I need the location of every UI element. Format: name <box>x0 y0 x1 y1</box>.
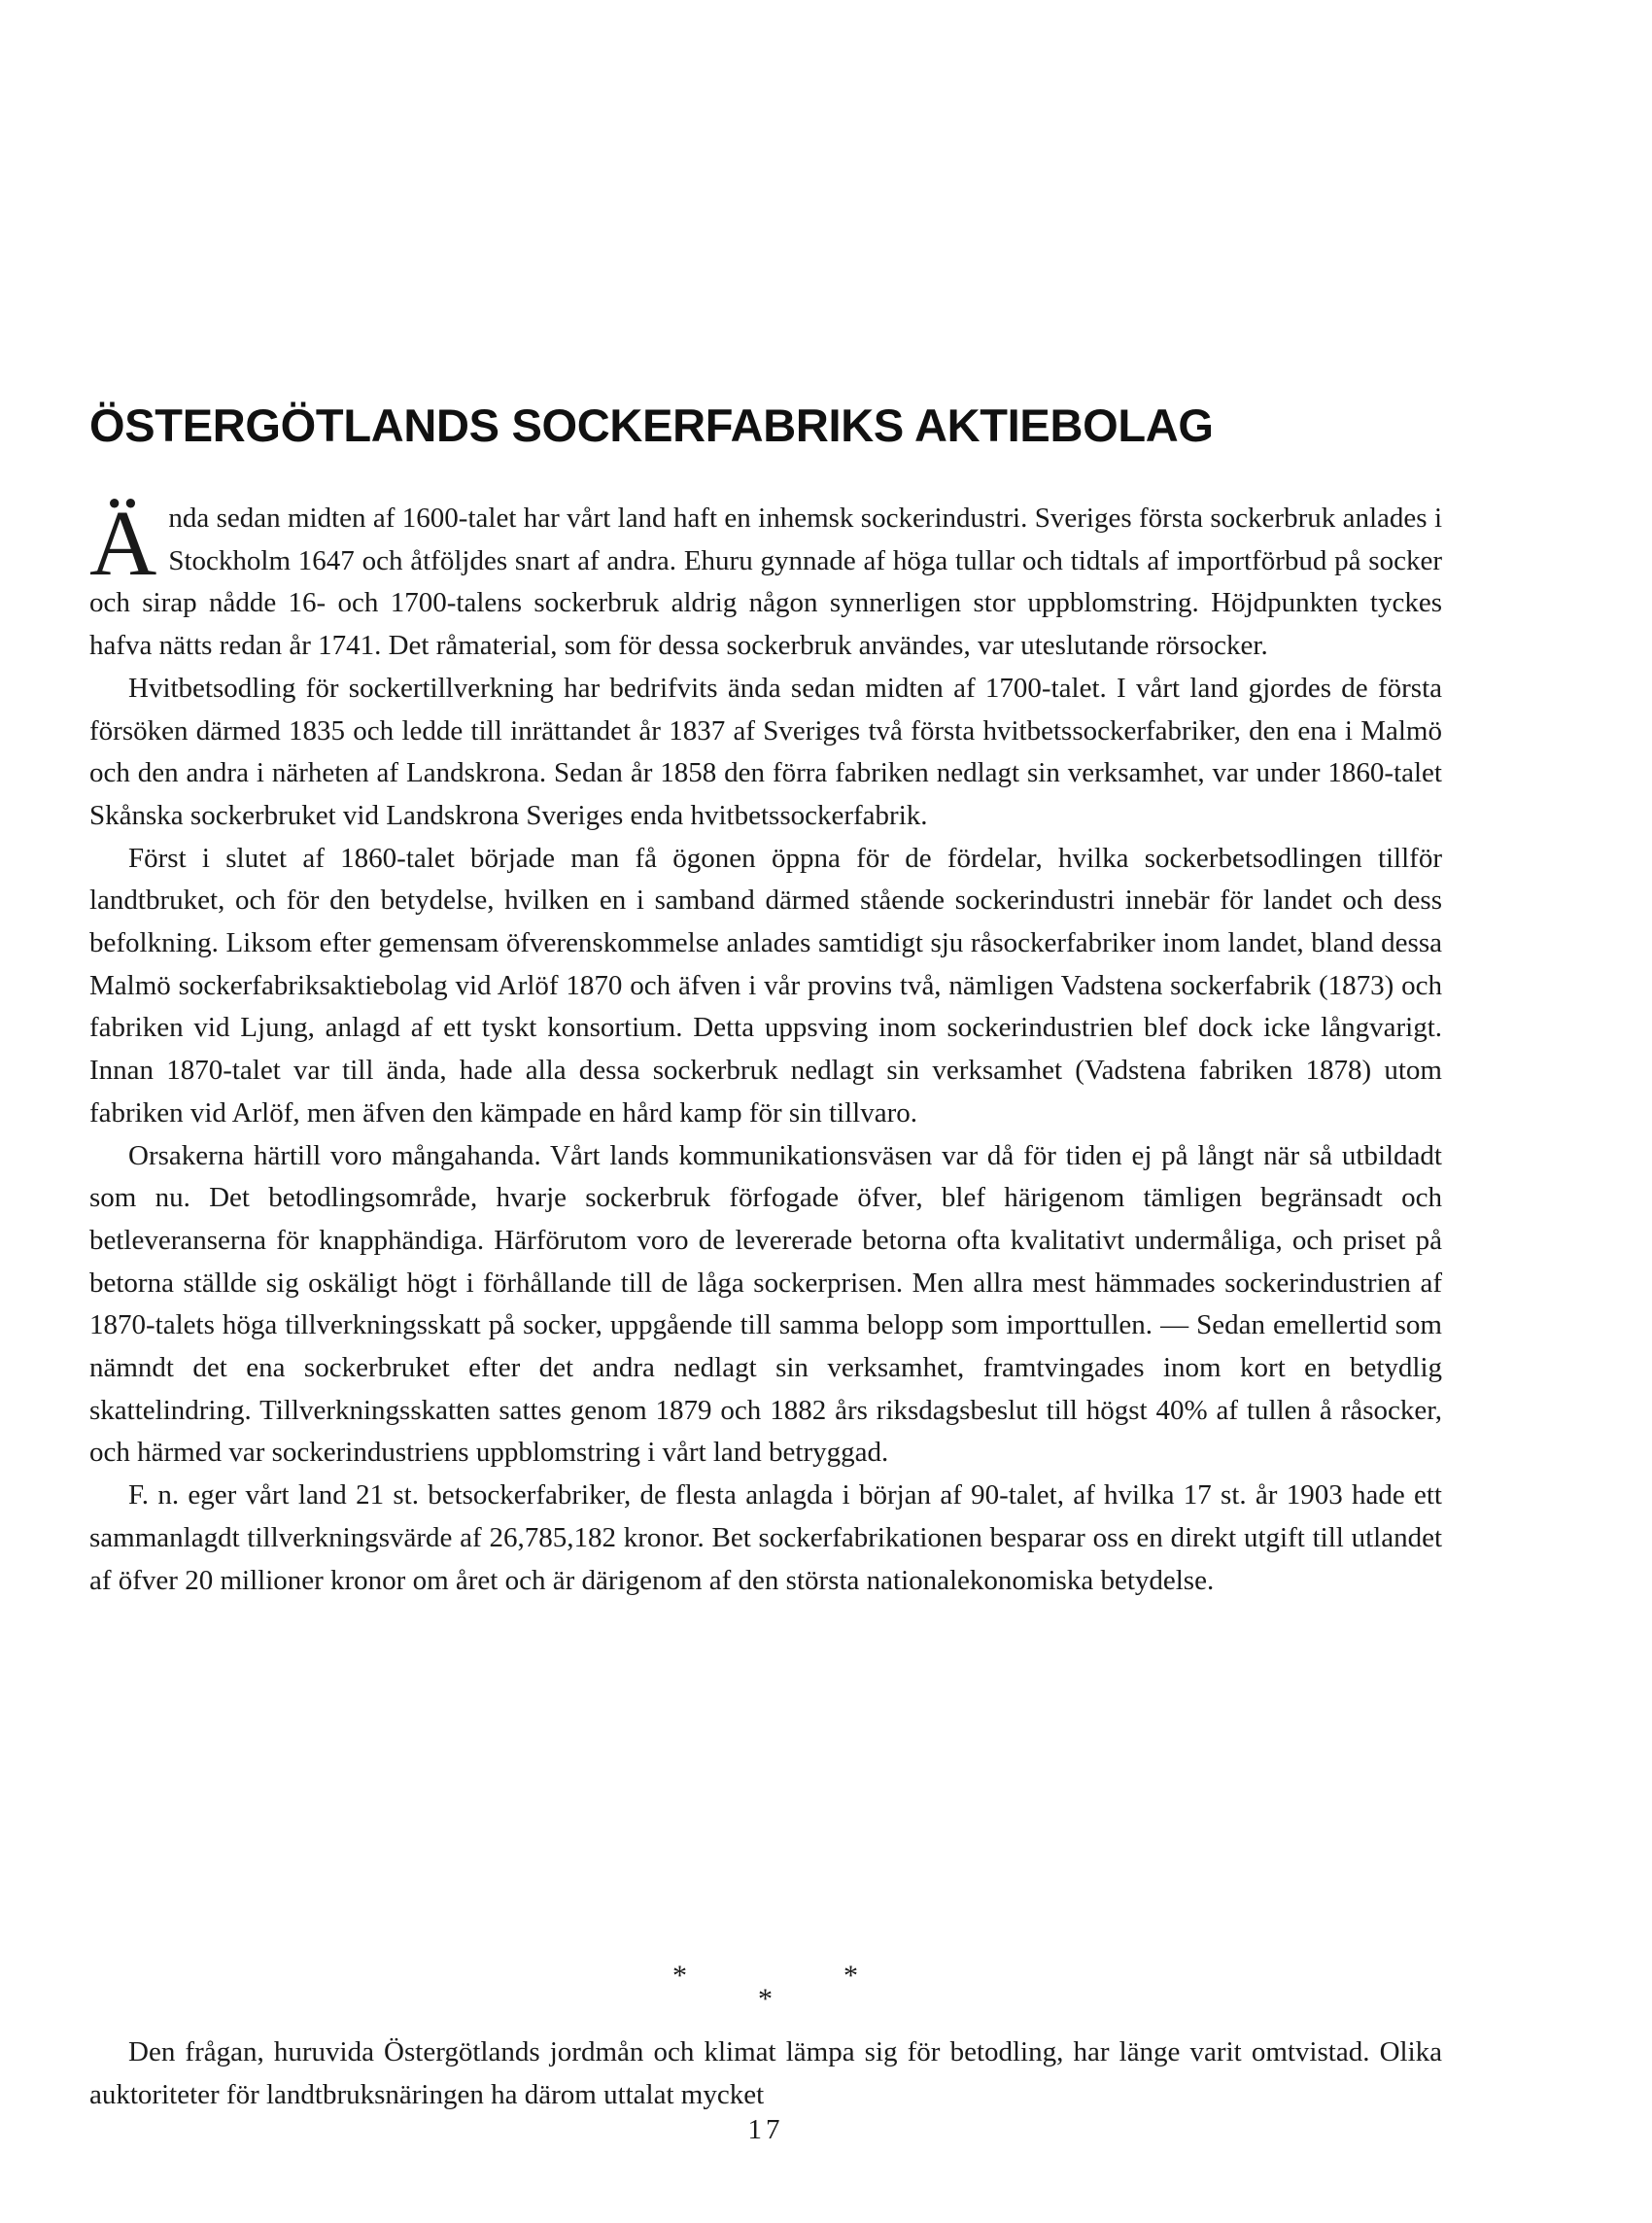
section-separator <box>89 1944 1442 2032</box>
page-number: 17 <box>747 2114 784 2145</box>
paragraph-4: Orsakerna härtill voro mångahanda. Vårt lands kommunikationsväsen var då för tiden ej på långt när så utbildadt som nu. Det betodlingsområde, hvarje sockerbruk förfogade öfver, blef härigenom tämligen begränsadt och betleveranserna för knapphändiga. Härförutom voro de levererade betorna ofta kvalitativt undermåliga, och priset på betorna ställde sig oskäligt högt i förhållande till de låga sockerprisen. Men allra mest hämmades sockerindustrien af 1870-talets höga tillverkningsskatt på socker, uppgående till samma belopp som importtullen. — Sedan emellertid som nämndt det ena sockerbruket efter det andra nedlagt sin verksamhet, framtvingades inom kort en betydlig skattelindring. Tillverkningsskatten sattes genom 1879 och 1882 års riksdagsbeslut till högst 40% af tullen å råsocker, och härmed var sockerindustriens uppblomstring i vårt land betryggad. <box>89 1139 1442 1469</box>
document-page <box>89 0 1442 2223</box>
separator-star: * <box>672 1960 687 1992</box>
separator-star: * <box>843 1960 858 1992</box>
paragraph-1 <box>89 491 1442 668</box>
paragraph-2: Hvitbetsodling för sockertillverkning har bedrifvits ända sedan midten af 1700-talet. I vårt land gjordes de första försöken därmed 1835 och ledde till inrättandet år 1837 af Sveriges två första hvitbetssockerfabriker, den ena i Malmö och den andra i närheten af Landskrona. Sedan år 1858 den förra fabriken nedlagt sin verksamhet, var under 1860-talet Skånska sockerbruket vid Landskrona Sveriges enda hvitbetssockerfabrik. <box>89 672 1442 831</box>
paragraph-6: Den frågan, huruvida Östergötlands jordmån och klimat lämpa sig för betodling, har länge varit omtvistad. Olika auktoriteter för landtbruksnäringen ha därom uttalat mycket <box>89 2036 1442 2110</box>
drop-cap: Ä <box>89 491 157 595</box>
page-title: ÖSTERGÖTLANDS SOCKERFABRIKS AKTIEBOLAG <box>89 399 1214 451</box>
article-body-continued <box>89 2032 1442 2116</box>
article-body <box>89 491 1442 1602</box>
paragraph-1-text: nda sedan midten af 1600-talet har vårt land haft en inhemsk sockerindustri. Sveriges första sockerbruk anlades i Stockholm 1647 och åtföljdes snart af andra. Ehuru gynnade af höga tullar och tidtals af importförbud på socker och sirap nådde 16- och 1700-talens sockerbruk aldrig någon synnerligen stor uppblomstring. Höjdpunkten tyckes hafva nätts redan år 1741. Det råmaterial, som för dessa sockerbruk användes, var uteslutande rörsocker. <box>89 503 1442 662</box>
paragraph-5: F. n. eger vårt land 21 st. betsockerfabriker, de flesta anlagda i början af 90-talet, af hvilka 17 st. år 1903 hade ett sammanlagdt tillverkningsvärde af 26,785,182 kronor. Bet sockerfabrikationen besparar oss en direkt utgift till utlandet af öfver 20 millioner kronor om året och är därigenom af den största nationalekonomiska betydelse. <box>89 1479 1442 1596</box>
paragraph-3: Först i slutet af 1860-talet började man få ögonen öppna för de fördelar, hvilka sockerbetsodlingen tillför landtbruket, och för den betydelse, hvilken en i samband därmed stående sockerindustri innebär för landet och dess befolkning. Liksom efter gemensam öfverenskommelse anlades samtidigt sju råsockerfabriker inom landet, bland dessa Malmö sockerfabriksaktiebolag vid Arlöf 1870 och äfven i vår provins två, nämligen Vadstena sockerfabrik (1873) och fabriken vid Ljung, anlagd af ett tyskt konsortium. Detta uppsving inom sockerindustrien blef dock icke långvarigt. Innan 1870-talet var till ända, hade alla dessa sockerbruk nedlagt sin verksamhet (Vadstena fabriken 1878) utom fabriken vid Arlöf, men äfven den kämpade en hård kamp för sin tillvaro. <box>89 842 1442 1129</box>
separator-star: * <box>758 1983 773 2015</box>
